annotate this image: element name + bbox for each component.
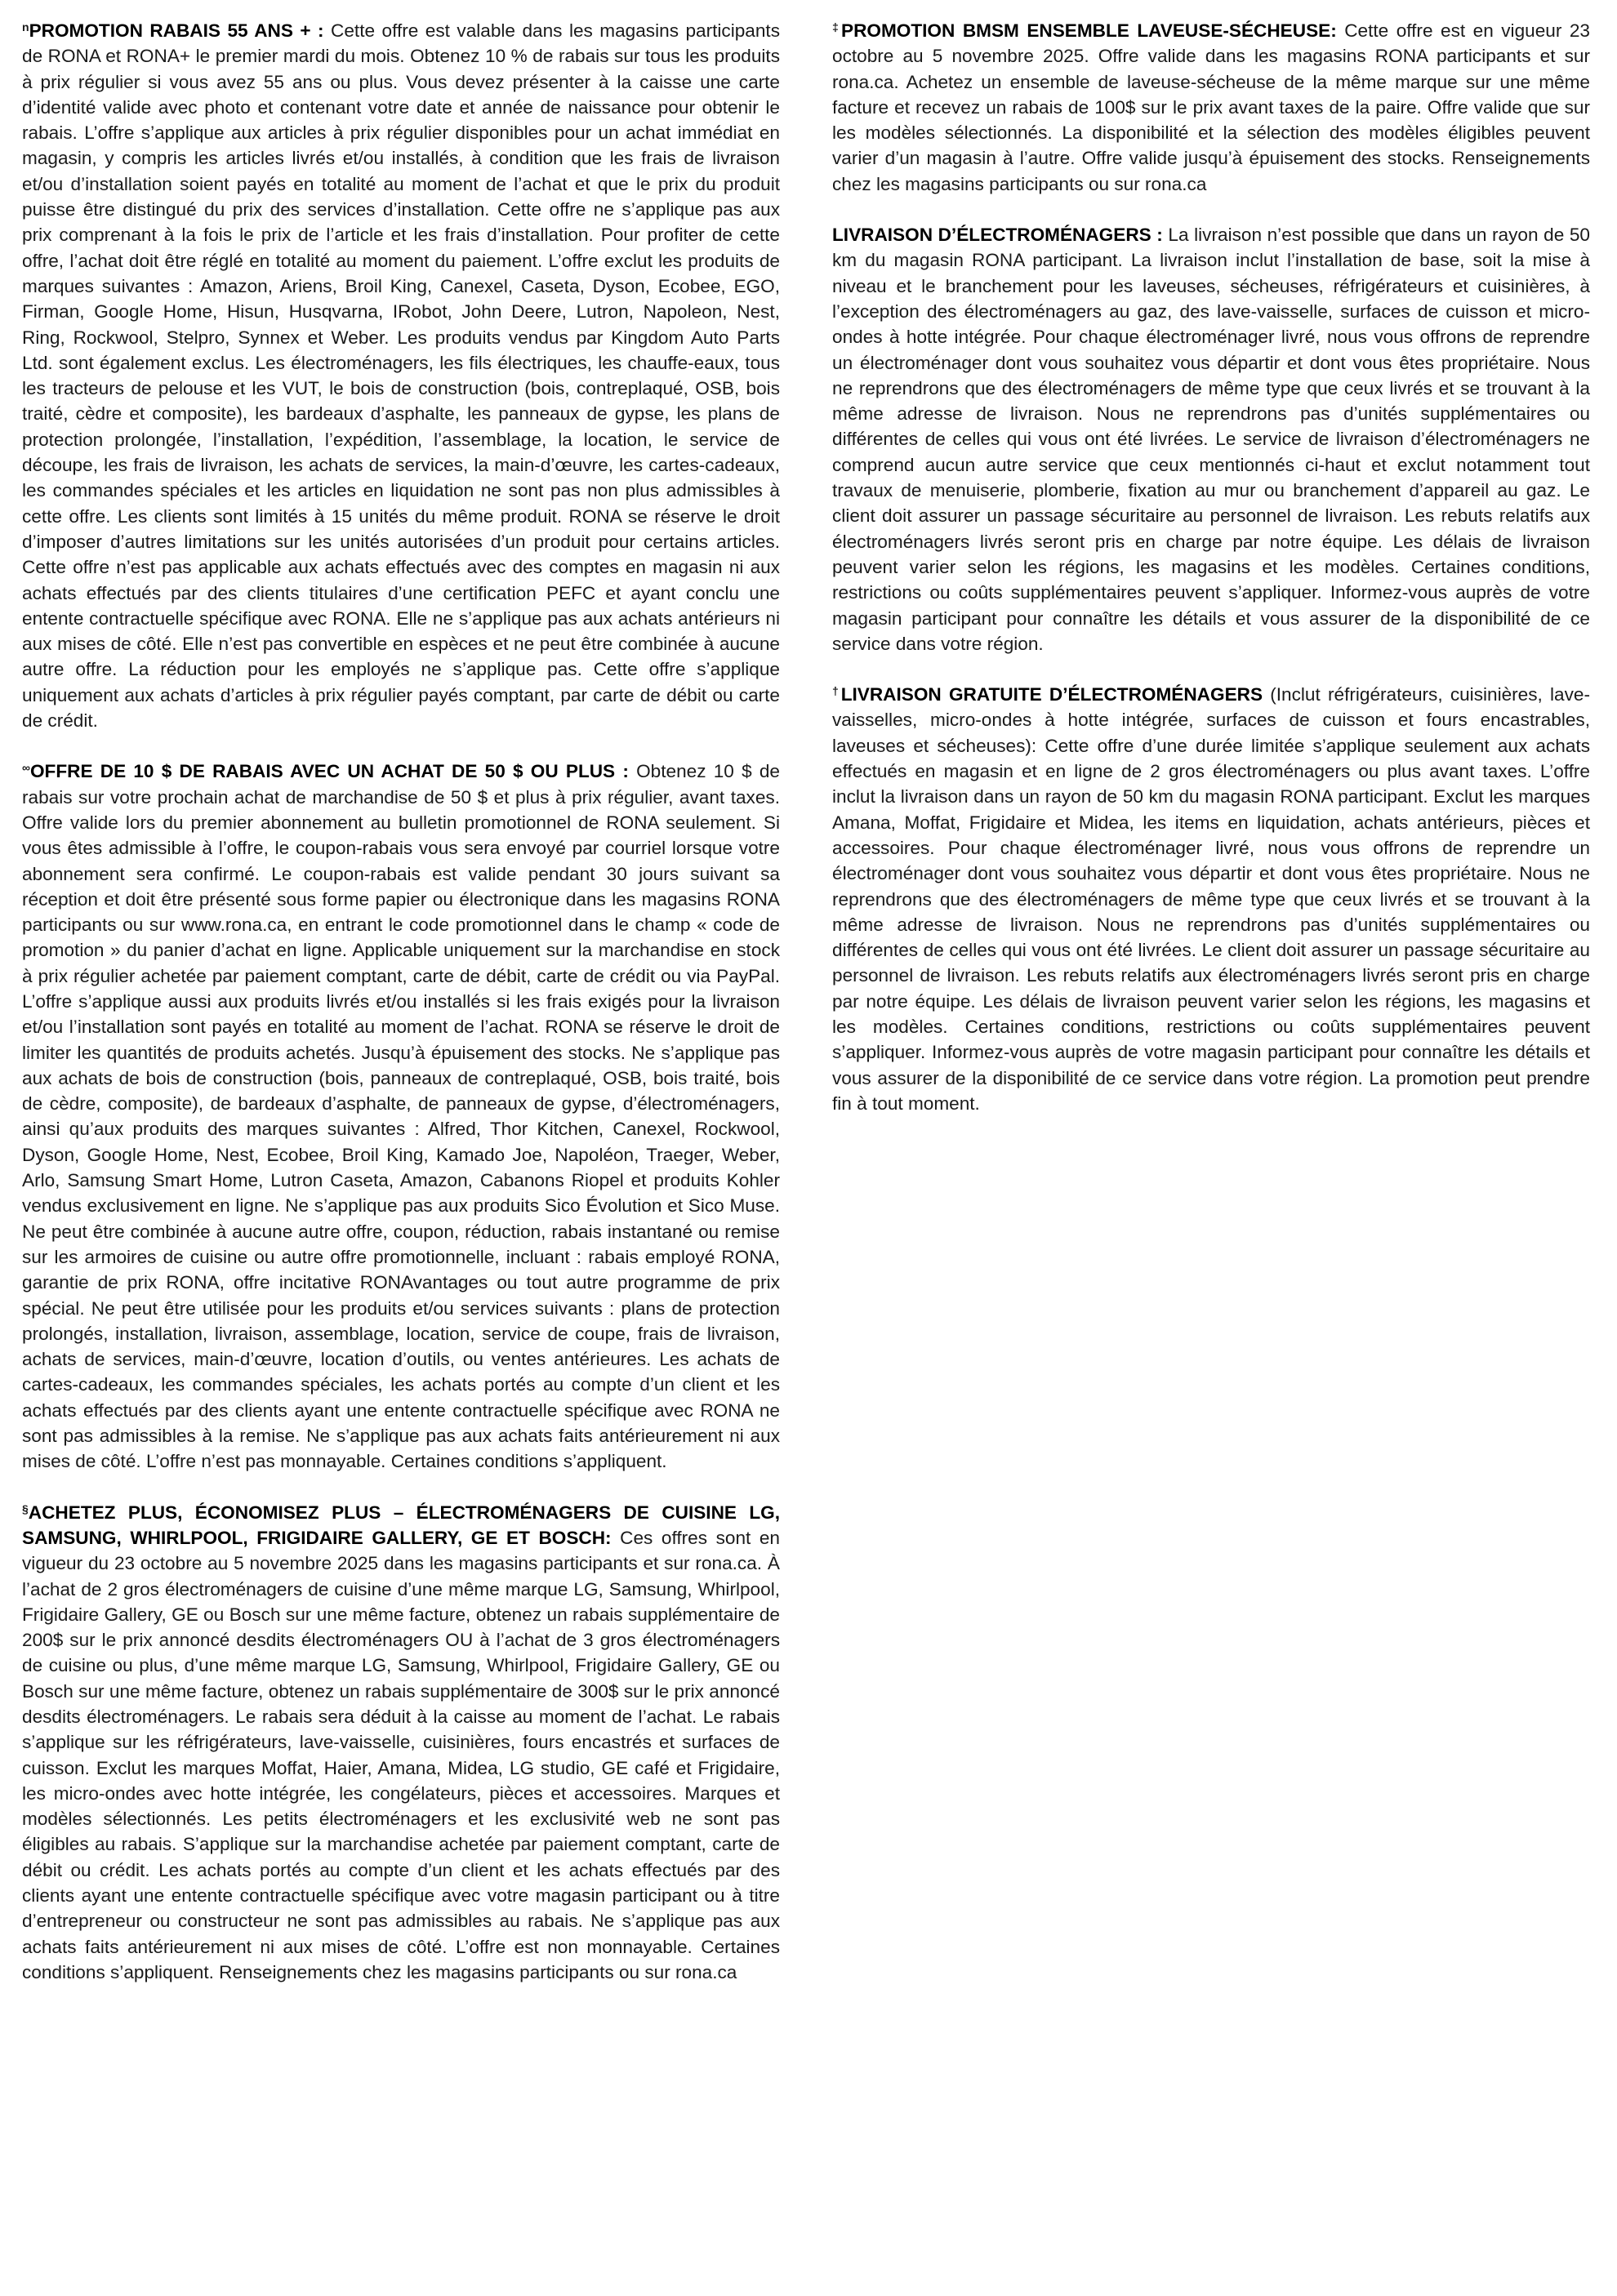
footnote-marker: § <box>22 1502 29 1515</box>
section-heading: OFFRE DE 10 $ DE RABAIS AVEC UN ACHAT DE 50 $ OU PLUS : <box>29 761 629 782</box>
section-heading: PROMOTION BMSM ENSEMBLE LAVEUSE-SÉCHEUSE: <box>841 20 1337 41</box>
section-body: Cette offre est en vigueur 23 octobre au 5 novembre 2025. Offre valide dans les magasins RONA participants et sur rona.ca. Achetez un ensemble de laveuse-sécheuse de la même marque sur une même facture et recevez un rabais de 100$ sur le prix avant taxes de la paire. Offre valide que sur les modèles sélectionnés. La disponibilité et la sélection des modèles éligibles peuvent varier d’un magasin à l’autre. Offre valide jusqu’à épuisement des stocks. Renseignements chez les magasins participants ou sur rona.ca <box>832 20 1590 194</box>
promo-10-off-50-terms <box>22 759 780 1474</box>
footnote-marker: ‡ <box>832 20 841 33</box>
section-heading: ACHETEZ PLUS, ÉCONOMISEZ PLUS – ÉLECTROMÉNAGERS DE CUISINE LG, SAMSUNG, WHIRLPOOL, FRIGIDAIRE GALLERY, GE ET BOSCH: <box>22 1502 780 1548</box>
promo-washer-dryer-terms <box>832 18 1590 197</box>
section-heading: LIVRAISON GRATUITE D’ÉLECTROMÉNAGERS <box>840 684 1263 705</box>
section-body: La livraison n’est possible que dans un rayon de 50 km du magasin RONA participant. La livraison inclut l’installation de base, soit la mise à niveau et le branchement pour les laveuses, sécheuses, réfrigérateurs et cuisinières, à l’exception des électroménagers au gaz, des lave-vaisselle, surfaces de cuisson et micro-ondes à hotte intégrée. Pour chaque électroménager livré, nous vous offrons de reprendre un électroménager dont vous souhaitez vous départir et dont vous êtes propriétaire. Nous ne reprendrons que des électroménagers de même type que ceux livrés et se trouvant à la même adresse de livraison. Nous ne reprendrons pas d’unités supplémentaires ou différentes de celles qui vous ont été livrées. Le service de livraison d’électroménagers ne comprend aucun autre service que ceux mentionnés ci-haut et exclut notamment tout travaux de menuiserie, plomberie, fixation au mur ou branchement d’appareil au gaz. Le client doit assurer un passage sécuritaire au personnel de livraison. Les rebuts relatifs aux électroménagers livrés seront pris en charge par notre équipe. Les délais de livraison peuvent varier selon les régions, les magasins et les modèles. Certaines conditions, restrictions ou coûts supplémentaires peuvent s’appliquer. Informez-vous auprès de votre magasin participant pour connaître les détails et vous assurer de la disponibilité de ce service dans votre région. <box>832 225 1590 654</box>
left-column <box>22 18 780 2010</box>
section-heading: PROMOTION RABAIS 55 ANS + : <box>29 20 324 41</box>
footnote-marker: ∞ <box>22 761 30 775</box>
footnote-marker: n <box>22 20 29 33</box>
appliance-delivery-terms <box>832 222 1590 656</box>
section-body: (Inclut réfrigérateurs, cuisinières, lave-vaisselles, micro-ondes à hotte intégrée, surfaces de cuisson et fours encastrables, laveuses et sécheuses): Cette offre d’une durée limitée s’applique seulement aux achats effectués en magasin et en ligne de 2 gros électroménagers ou plus avant taxes. L’offre inclut la livraison dans un rayon de 50 km du magasin RONA participant. Exclut les marques Amana, Moffat, Frigidaire et Midea, les items en liquidation, achats antérieurs, pièces et accessoires. Pour chaque électroménager livré, nous vous offrons de reprendre un électroménager dont vous souhaitez vous départir et dont vous êtes propriétaire. Nous ne reprendrons que des électroménagers de même type que ceux livrés et se trouvant à la même adresse de livraison. Nous ne reprendrons pas d’unités supplémentaires ou différentes de celles qui vous ont été livrées. Le client doit assurer un passage sécuritaire au personnel de livraison. Les rebuts relatifs aux électroménagers livrés seront pris en charge par notre équipe. Les délais de livraison peuvent varier selon les régions, les magasins et les modèles. Certaines conditions, restrictions ou coûts supplémentaires peuvent s’appliquer. Informez-vous auprès de votre magasin participant pour connaître les détails et vous assurer de la disponibilité de ce service dans votre région. La promotion peut prendre fin à tout moment. <box>832 684 1591 1114</box>
section-body: Cette offre est valable dans les magasins participants de RONA et RONA+ le premier mardi du mois. Obtenez 10 % de rabais sur tous les produits à prix régulier si vous avez 55 ans ou plus. Vous devez présenter à la caisse une carte d’identité valide avec photo et contenant votre date et année de naissance pour obtenir le rabais. L’offre s’applique aux articles à prix régulier disponibles pour un achat immédiat en magasin, y compris les articles livrés et/ou installés, à condition que les frais de livraison et/ou d’installation soient payés en totalité au moment de l’achat et que le prix du produit puisse être distingué du prix des services d’installation. Cette offre ne s’applique pas aux prix comprenant à la fois le prix de l’article et les frais d’installation. Pour profiter de cette offre, l’achat doit être réglé en totalité au moment du paiement. L’offre exclut les produits de marques suivantes : Amazon, Ariens, Broil King, Canexel, Caseta, Dyson, Ecobee, EGO, Firman, Google Home, Hisun, Husqvarna, IRobot, John Deere, Lutron, Napoleon, Nest, Ring, Rockwool, Stelpro, Synnex et Weber. Les produits vendus par Kingdom Auto Parts Ltd. sont également exclus. Les électroménagers, les fils électriques, les chauffe-eaux, tous les tracteurs de pelouse et les VUT, le bois de construction (bois, contreplaqué, OSB, bois traité, cèdre et composite), les bardeaux d’asphalte, les panneaux de gypse, les plans de protection prolongée, l’installation, l’expédition, l’assemblage, la location, le service de découpe, les frais de livraison, les achats de services, la main-d’œuvre, les cartes-cadeaux, les commandes spéciales et les articles en liquidation ne sont pas non plus admissibles à cette offre. Les clients sont limités à 15 unités du même produit. RONA se réserve le droit d’imposer d’autres limitations sur les unités autorisées d’un produit pour certains articles. Cette offre n’est pas applicable aux achats effectués avec des comptes en magasin ni aux achats effectués par des clients titulaires d’une certification PEFC et ayant conclu une entente contractuelle spécifique avec RONA. Elle ne s’applique pas aux achats antérieurs ni aux mises de côté. Elle n’est pas convertible en espèces et ne peut être combinée à aucune autre offre. La réduction pour les employés ne s’applique pas. Cette offre s’applique uniquement aux achats d’articles à prix régulier payés comptant, par carte de débit ou carte de crédit. <box>22 20 780 732</box>
promo-55-plus-terms <box>22 18 780 733</box>
section-body: Obtenez 10 $ de rabais sur votre prochain achat de marchandise de 50 $ et plus à prix régulier, avant taxes. Offre valide lors du premier abonnement au bulletin promotionnel de RONA seulement. Si vous êtes admissible à l’offre, le coupon-rabais vous sera envoyé par courriel lorsque votre abonnement sera confirmé. Le coupon-rabais est valide pendant 30 jours suivant sa réception et doit être présenté sous forme papier ou électronique dans les magasins RONA participants ou sur www.rona.ca, en entrant le code promotionnel dans le champ « code de promotion » du panier d’achat en ligne. Applicable uniquement sur la marchandise en stock à prix régulier achetée par paiement comptant, carte de débit, carte de crédit ou via PayPal. L’offre s’applique aussi aux produits livrés et/ou installés si les frais exigés pour la livraison et/ou l’installation sont payés en totalité au moment de l’achat. RONA se réserve le droit de limiter les quantités de produits achetés. Jusqu’à épuisement des stocks. Ne s’applique pas aux achats de bois de construction (bois, panneaux de contreplaqué, OSB, bois traité, bois de cèdre, composite), de bardeaux d’asphalte, de panneaux de gypse, d’électroménagers, ainsi qu’aux produits des marques suivantes : Alfred, Thor Kitchen, Canexel, Rockwool, Dyson, Google Home, Nest, Ecobee, Broil King, Kamado Joe, Napoléon, Traeger, Weber, Arlo, Samsung Smart Home, Lutron Caseta, Amazon, Cabanons Riopel et produits Kohler vendus exclusivement en ligne. Ne s’applique pas aux produits Sico Évolution et Sico Muse. Ne peut être combinée à aucune autre offre, coupon, réduction, rabais instantané ou remise sur les armoires de cuisine ou autre offre promotionnelle, incluant : rabais employé RONA, garantie de prix RONA, offre incitative RONAvantages ou tout autre programme de prix spécial. Ne peut être utilisée pour les produits et/ou services suivants : plans de protection prolongés, installation, livraison, assemblage, location, service de coupe, frais de livraison, achats de services, main-d’œuvre, location d’outils, ou ventes antérieures. Les achats de cartes-cadeaux, les commandes spéciales, les achats portés au compte d’un client et les achats effectués par des clients ayant une entente contractuelle spécifique avec RONA ne sont pas admissibles à la remise. Ne s’applique pas aux achats faits antérieurement ni aux mises de côté. L’offre n’est pas monnayable. Certaines conditions s’appliquent. <box>22 761 780 1472</box>
section-heading: LIVRAISON D’ÉLECTROMÉNAGERS : <box>832 225 1163 246</box>
free-appliance-delivery-terms <box>832 682 1590 1116</box>
right-column <box>832 18 1590 1141</box>
promo-kitchen-appliances-terms <box>22 1500 780 1986</box>
section-body: Ces offres sont en vigueur du 23 octobre au 5 novembre 2025 dans les magasins participants et sur rona.ca. À l’achat de 2 gros électroménagers de cuisine d’une même marque LG, Samsung, Whirlpool, Frigidaire Gallery, GE ou Bosch sur une même facture, obtenez un rabais supplémentaire de 200$ sur le prix annoncé desdits électroménagers OU à l’achat de 3 gros électroménagers de cuisine ou plus, d’une même marque LG, Samsung, Whirlpool, Frigidaire Gallery, GE ou Bosch sur une même facture, obtenez un rabais supplémentaire de 300$ sur le prix annoncé desdits électroménagers. Le rabais sera déduit à la caisse au moment de l’achat. Le rabais s’applique sur les réfrigérateurs, lave-vaisselle, cuisinières, fours encastrés et surfaces de cuisson. Exclut les marques Moffat, Haier, Amana, Midea, LG studio, GE café et Frigidaire, les micro-ondes avec hotte intégrée, les congélateurs, pièces et accessoires. Marques et modèles sélectionnés. Les petits électroménagers et les exclusivité web ne sont pas éligibles au rabais. S’applique sur la marchandise achetée par paiement comptant, carte de débit ou crédit. Les achats portés au compte d’un client et les achats effectués par des clients ayant une entente contractuelle spécifique avec votre magasin participant ou à titre d’entrepreneur ou constructeur ne sont pas admissibles au rabais. Ne s’applique pas aux achats faits antérieurement ni aux mises de côté. L’offre est non monnayable. Certaines conditions s’appliquent. Renseignements chez les magasins participants ou sur rona.ca <box>22 1527 780 1982</box>
footnote-marker: † <box>832 684 841 698</box>
